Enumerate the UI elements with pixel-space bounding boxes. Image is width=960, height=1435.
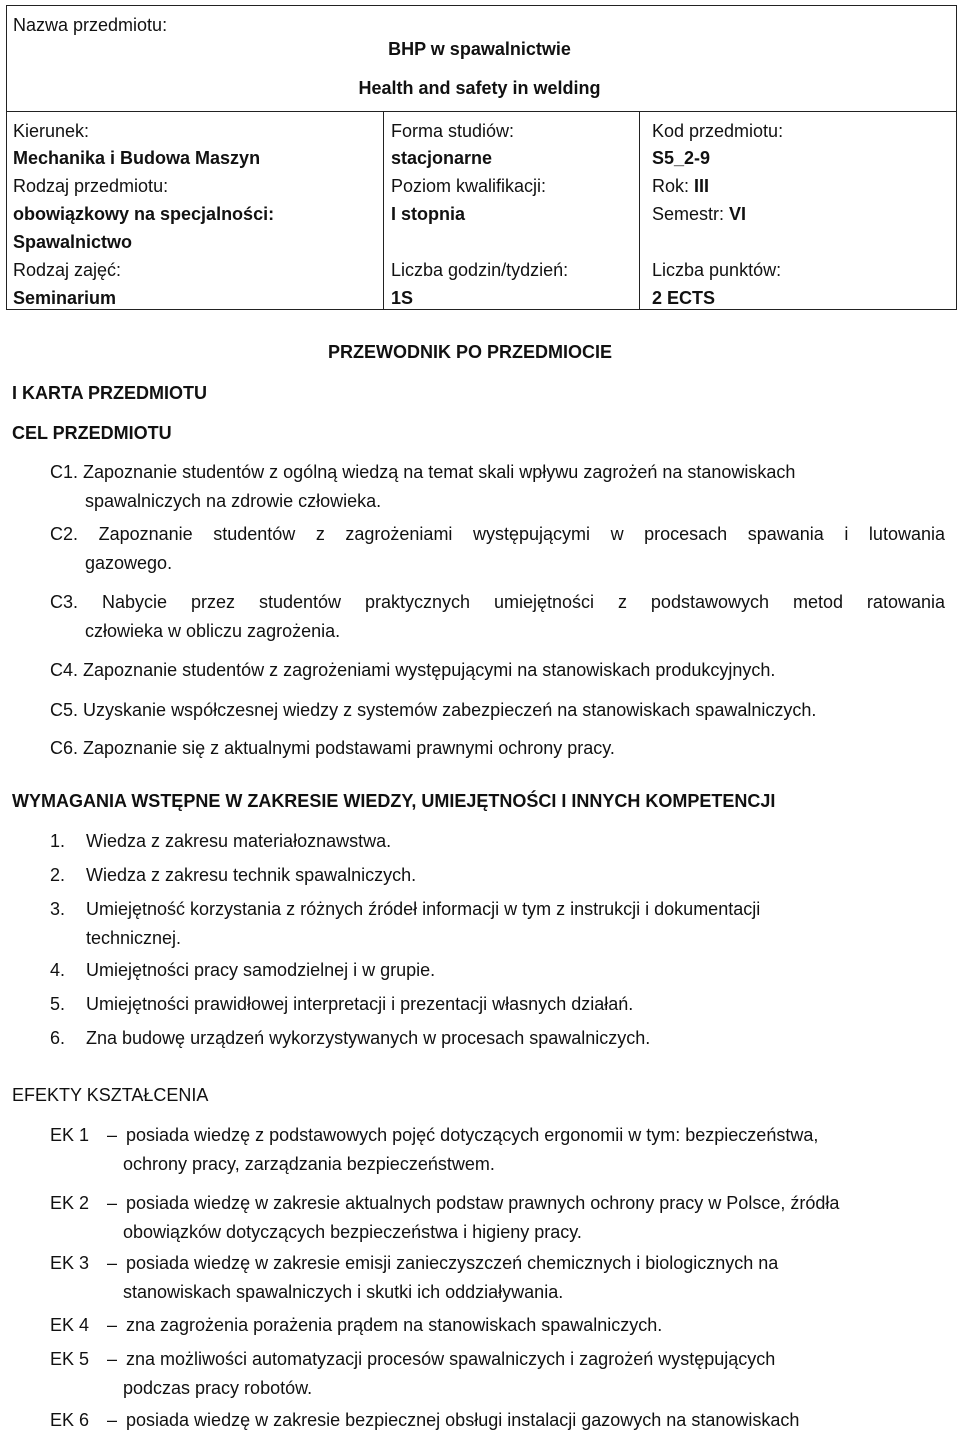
outcome-text-line1: posiada wiedzę w zakresie aktualnych podstaw prawnych ochrony pracy w Polsce, źródła	[126, 1193, 840, 1213]
liczba-godzin-value: 1S	[391, 288, 414, 308]
rodzaj-zajec-value: Seminarium	[13, 288, 117, 308]
kierunek-label: Kierunek:	[13, 121, 90, 141]
liczba-punktow-value: 2 ECTS	[652, 288, 716, 308]
requirement-text: Umiejętności prawidłowej interpretacji i prezentacji własnych działań.	[86, 994, 634, 1014]
karta-title: I KARTA PRZEDMIOTU	[12, 383, 207, 403]
outcome-code: EK 4	[50, 1315, 90, 1335]
outcome-text-line2: stanowiskach spawalniczych i skutki ich oddziaływania.	[123, 1282, 564, 1302]
outcome-item	[50, 1345, 775, 1403]
requirement-text: Zna budowę urządzeń wykorzystywanych w procesach spawalniczych.	[86, 1028, 651, 1048]
goal-item	[50, 588, 945, 617]
outcome-text-line1: zna zagrożenia porażenia prądem na stanowiskach spawalniczych.	[126, 1315, 663, 1335]
outcome-code: EK 3	[50, 1253, 90, 1273]
outcome-item	[50, 1406, 799, 1435]
outcome-text-line1: posiada wiedzę z podstawowych pojęć dotyczących ergonomii w tym: bezpieczeństwa,	[126, 1125, 819, 1145]
requirement-text-line1: Umiejętność korzystania z różnych źródeł informacji w tym z instrukcji i dokumentacji	[86, 899, 761, 919]
goal-code: C4.	[50, 660, 79, 680]
outcome-text-line1: zna możliwości automatyzacji procesów spawalniczych i zagrożeń występujących	[126, 1349, 776, 1369]
goal-code: C2.	[50, 524, 79, 544]
goal-item	[50, 458, 945, 516]
requirement-number: 2.	[50, 865, 66, 885]
column-divider-2	[639, 112, 640, 309]
outcome-text-line2: obowiązków dotyczących bezpieczeństwa i higieny pracy.	[123, 1222, 582, 1242]
goal-code: C6.	[50, 738, 79, 758]
goal-item	[50, 696, 816, 725]
rok-label: Rok:	[652, 176, 690, 196]
goal-text-line2: człowieka w obliczu zagrożenia.	[85, 621, 341, 641]
outcome-code: EK 2	[50, 1193, 90, 1213]
outcome-code: EK 5	[50, 1349, 90, 1369]
requirement-number: 4.	[50, 960, 66, 980]
goal-text-line2: gazowego.	[85, 553, 173, 573]
semestr-value: VI	[729, 204, 747, 224]
liczba-punktow-label: Liczba punktów:	[652, 260, 782, 280]
goal-text-line1: Uzyskanie współczesnej wiedzy z systemów zabezpieczeń na stanowiskach spawalniczych.	[83, 700, 817, 720]
cel-title: CEL PRZEDMIOTU	[12, 423, 172, 443]
goal-code: C3.	[50, 592, 79, 612]
subject-label: Nazwa przedmiotu:	[13, 15, 168, 35]
requirement-number: 3.	[50, 899, 66, 919]
kod-przedmiotu-value: S5_2-9	[652, 148, 711, 168]
outcome-dash: –	[106, 1125, 117, 1145]
header-title-row	[7, 6, 956, 112]
goal-code: C5.	[50, 700, 79, 720]
outcome-text-line1: posiada wiedzę w zakresie emisji zanieczyszczeń chemicznych i biologicznych na	[126, 1253, 779, 1273]
requirement-item	[50, 895, 760, 953]
goal-item	[50, 734, 615, 763]
specjalnosc-value: Spawalnictwo	[13, 232, 133, 252]
course-title-pl: BHP w spawalnictwie	[388, 39, 571, 59]
requirement-text: Wiedza z zakresu materiałoznawstwa.	[86, 831, 392, 851]
semestr-label: Semestr:	[652, 204, 725, 224]
requirement-text-line2: technicznej.	[86, 928, 182, 948]
kierunek-value: Mechanika i Budowa Maszyn	[13, 148, 261, 168]
course-title-en: Health and safety in welding	[358, 78, 601, 98]
rodzaj-zajec-label: Rodzaj zajęć:	[13, 260, 122, 280]
rok-value: III	[694, 176, 710, 196]
outcome-dash: –	[106, 1349, 117, 1369]
requirement-text: Wiedza z zakresu technik spawalniczych.	[86, 865, 417, 885]
goal-item	[50, 520, 945, 549]
requirement-text: Umiejętności pracy samodzielnej i w grupie.	[86, 960, 436, 980]
outcome-dash: –	[106, 1315, 117, 1335]
column-divider-1	[383, 112, 384, 309]
requirement-number: 6.	[50, 1028, 66, 1048]
goal-code: C1.	[50, 462, 79, 482]
outcome-code: EK 6	[50, 1410, 90, 1430]
rok-field	[652, 173, 709, 199]
outcome-item	[50, 1249, 778, 1307]
outcome-text-line2: ochrony pracy, zarządzania bezpieczeństwem.	[123, 1154, 495, 1174]
semestr-field	[652, 201, 746, 227]
outcome-dash: –	[106, 1253, 117, 1273]
outcome-dash: –	[106, 1410, 117, 1430]
forma-studiow-value: stacjonarne	[391, 148, 493, 168]
wymagania-title: WYMAGANIA WSTĘPNE W ZAKRESIE WIEDZY, UMIEJĘTNOŚCI I INNYCH KOMPETENCJI	[12, 791, 776, 811]
rodzaj-przedmiotu-value: obowiązkowy na specjalności:	[13, 204, 275, 224]
forma-studiow-label: Forma studiów:	[391, 121, 515, 141]
requirement-item	[50, 827, 391, 856]
requirement-item	[50, 1024, 650, 1053]
requirement-number: 1.	[50, 831, 66, 851]
outcome-item	[50, 1189, 839, 1247]
requirement-number: 5.	[50, 994, 66, 1014]
course-header-table	[6, 5, 957, 310]
goal-text-line2: spawalniczych na zdrowie człowieka.	[85, 491, 382, 511]
goal-item	[50, 656, 775, 685]
rodzaj-przedmiotu-label: Rodzaj przedmiotu:	[13, 176, 169, 196]
requirement-item	[50, 956, 435, 985]
efekty-title: EFEKTY KSZTAŁCENIA	[12, 1085, 209, 1105]
liczba-godzin-label: Liczba godzin/tydzień:	[391, 260, 569, 280]
poziom-kwalifikacji-value: I stopnia	[391, 204, 466, 224]
outcome-text-line1: posiada wiedzę w zakresie bezpiecznej obsługi instalacji gazowych na stanowiskach	[126, 1410, 800, 1430]
kod-przedmiotu-label: Kod przedmiotu:	[652, 121, 784, 141]
goal-text-line1: Zapoznanie studentów z zagrożeniami występującymi w procesach spawania i lutowania	[98, 524, 945, 544]
outcome-dash: –	[106, 1193, 117, 1213]
outcome-item	[50, 1311, 662, 1340]
goal-text-line1: Zapoznanie studentów z zagrożeniami występującymi na stanowiskach produkcyjnych.	[83, 660, 776, 680]
guide-title: PRZEWODNIK PO PRZEDMIOCIE	[328, 342, 613, 362]
outcome-text-line2: podczas pracy robotów.	[123, 1378, 313, 1398]
goal-text-line1: Zapoznanie się z aktualnymi podstawami prawnymi ochrony pracy.	[83, 738, 615, 758]
requirement-item	[50, 861, 416, 890]
poziom-kwalifikacji-label: Poziom kwalifikacji:	[391, 176, 547, 196]
requirement-item	[50, 990, 633, 1019]
goal-text-line1: Zapoznanie studentów z ogólną wiedzą na temat skali wpływu zagrożeń na stanowiskach	[83, 462, 796, 482]
goal-text-line1: Nabycie przez studentów praktycznych umiejętności z podstawowych metod ratowania	[101, 592, 945, 612]
outcome-item	[50, 1121, 818, 1179]
outcome-code: EK 1	[50, 1125, 90, 1145]
